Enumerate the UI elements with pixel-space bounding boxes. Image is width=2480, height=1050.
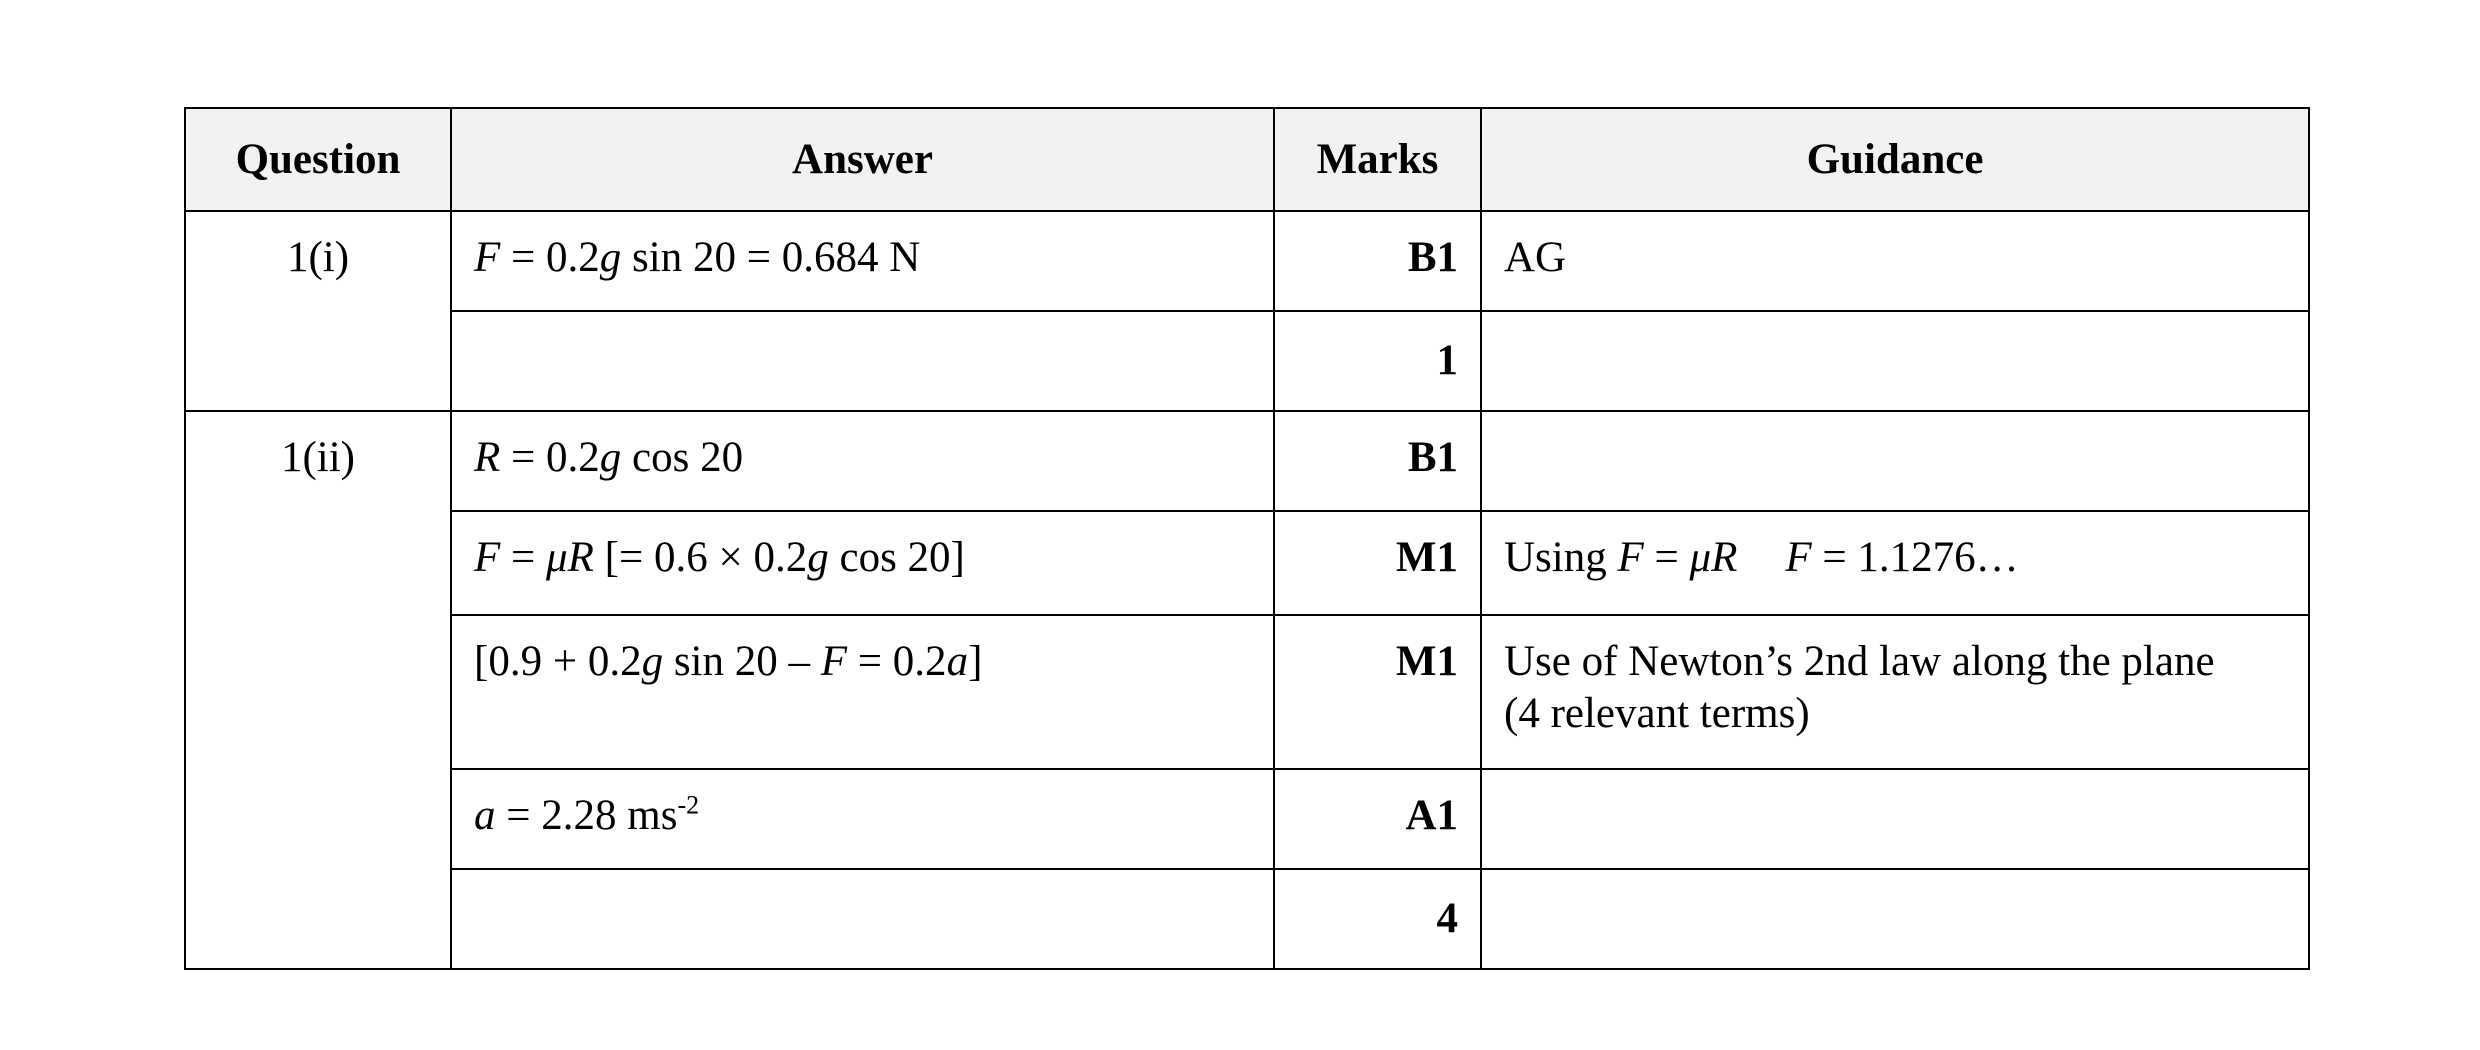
math-text: = 0.2 [500, 434, 600, 481]
math-var: g [599, 234, 622, 281]
math-text: [0.9 + 0.2 [474, 638, 642, 685]
math-var: a [474, 792, 496, 839]
guidance-cell [1481, 411, 2309, 511]
guidance-line: Use of Newton’s 2nd law along the plane [1504, 638, 2215, 685]
answer-cell [451, 869, 1274, 969]
math-var: μR [546, 534, 594, 581]
marks-cell: M1 [1274, 511, 1481, 615]
table-row [185, 511, 2309, 615]
header-guidance: Guidance [1481, 108, 2309, 211]
math-var: F [1617, 534, 1644, 581]
math-text: cos 20] [828, 534, 965, 581]
math-text: = 0.2 [500, 234, 600, 281]
marks-cell: A1 [1274, 769, 1481, 869]
guidance-text: = 1.1276… [1811, 534, 2019, 581]
math-var: F [474, 234, 501, 281]
math-text: sin 20 – [663, 638, 821, 685]
question-label-1ii: 1(ii) [185, 411, 451, 969]
answer-cell [451, 615, 1274, 769]
total-marks-cell: 4 [1274, 869, 1481, 969]
guidance-cell: AG [1481, 211, 2309, 311]
answer-cell [451, 769, 1274, 869]
question-label-1i: 1(i) [185, 211, 451, 411]
marks-cell: M1 [1274, 615, 1481, 769]
header-answer: Answer [451, 108, 1274, 211]
header-question: Question [185, 108, 451, 211]
table-row [185, 869, 2309, 969]
answer-cell [451, 511, 1274, 615]
math-var: g [599, 434, 622, 481]
table-row [185, 615, 2309, 769]
answer-cell [451, 211, 1274, 311]
math-var: μR [1689, 534, 1738, 581]
math-superscript: -2 [677, 790, 700, 820]
math-text: sin 20 = 0.684 N [621, 234, 921, 281]
guidance-line: (4 relevant terms) [1504, 689, 1810, 737]
math-var: R [474, 434, 501, 481]
math-var: F [820, 638, 848, 685]
math-text: = 2.28 ms [495, 792, 678, 839]
header-row [185, 108, 2309, 211]
guidance-text: Using [1504, 534, 1618, 581]
table-row [185, 411, 2309, 511]
header-marks: Marks [1274, 108, 1481, 211]
math-text: ] [968, 638, 983, 685]
mark-scheme-table [184, 107, 2310, 970]
marks-cell: B1 [1274, 411, 1481, 511]
guidance-cell [1481, 511, 2309, 615]
guidance-cell [1481, 769, 2309, 869]
math-text: [= 0.6 × 0.2 [593, 534, 808, 581]
math-var: a [946, 638, 969, 685]
guidance-cell [1481, 311, 2309, 411]
math-var: g [807, 534, 829, 581]
math-var: g [641, 638, 664, 685]
math-var: F [1785, 534, 1812, 581]
table-row [185, 311, 2309, 411]
math-text: = [500, 534, 547, 581]
guidance-cell [1481, 869, 2309, 969]
guidance-cell [1481, 615, 2309, 769]
table-row [185, 769, 2309, 869]
math-text: = 0.2 [847, 638, 947, 685]
table-row [185, 211, 2309, 311]
answer-cell [451, 411, 1274, 511]
answer-cell [451, 311, 1274, 411]
total-marks-cell: 1 [1274, 311, 1481, 411]
marks-cell: B1 [1274, 211, 1481, 311]
math-text: cos 20 [621, 434, 744, 481]
math-var: F [474, 534, 501, 581]
guidance-text: = [1643, 534, 1690, 581]
